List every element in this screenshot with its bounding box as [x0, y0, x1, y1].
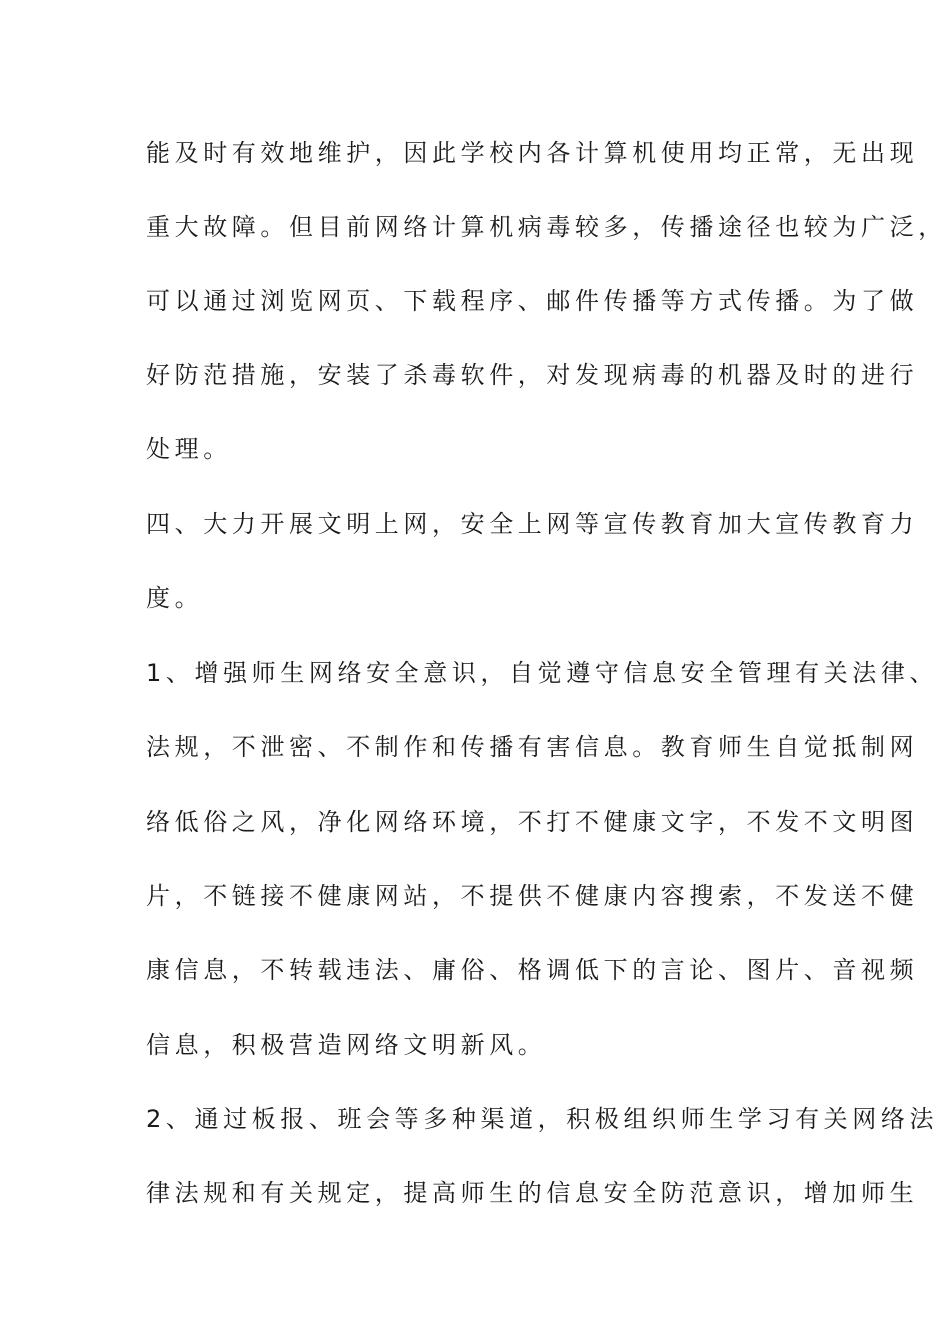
- text-line: 康信息，不转载违法、庸俗、格调低下的言论、图片、音视频: [146, 956, 919, 984]
- text-line: 法规，不泄密、不制作和传播有害信息。教育师生自觉抵制网: [146, 733, 919, 761]
- section-heading: 四、大力开展文明上网，安全上网等宣传教育加大宣传教育力: [146, 510, 919, 538]
- text-line: 1、增强师生网络安全意识，自觉遵守信息安全管理有关法律、: [146, 659, 939, 687]
- text-line: 可以通过浏览网页、下载程序、邮件传播等方式传播。为了做: [146, 287, 919, 315]
- text-line: 能及时有效地维护，因此学校内各计算机使用均正常，无出现: [146, 139, 919, 167]
- text-line: 片，不链接不健康网站，不提供不健康内容搜索，不发送不健: [146, 882, 919, 910]
- text-line: 处理。: [146, 435, 232, 463]
- text-line: 2、通过板报、班会等多种渠道，积极组织师生学习有关网络法: [146, 1105, 939, 1133]
- section-heading: 度。: [146, 584, 204, 612]
- text-line: 信息，积极营造网络文明新风。: [146, 1031, 547, 1059]
- text-line: 络低俗之风，净化网络环境，不打不健康文字，不发不文明图: [146, 808, 919, 836]
- text-line: 好防范措施，安装了杀毒软件，对发现病毒的机器及时的进行: [146, 361, 919, 389]
- text-line: 重大故障。但目前网络计算机病毒较多，传播途径也较为广泛，: [146, 213, 947, 241]
- text-line: 律法规和有关规定，提高师生的信息安全防范意识，增加师生: [146, 1179, 919, 1207]
